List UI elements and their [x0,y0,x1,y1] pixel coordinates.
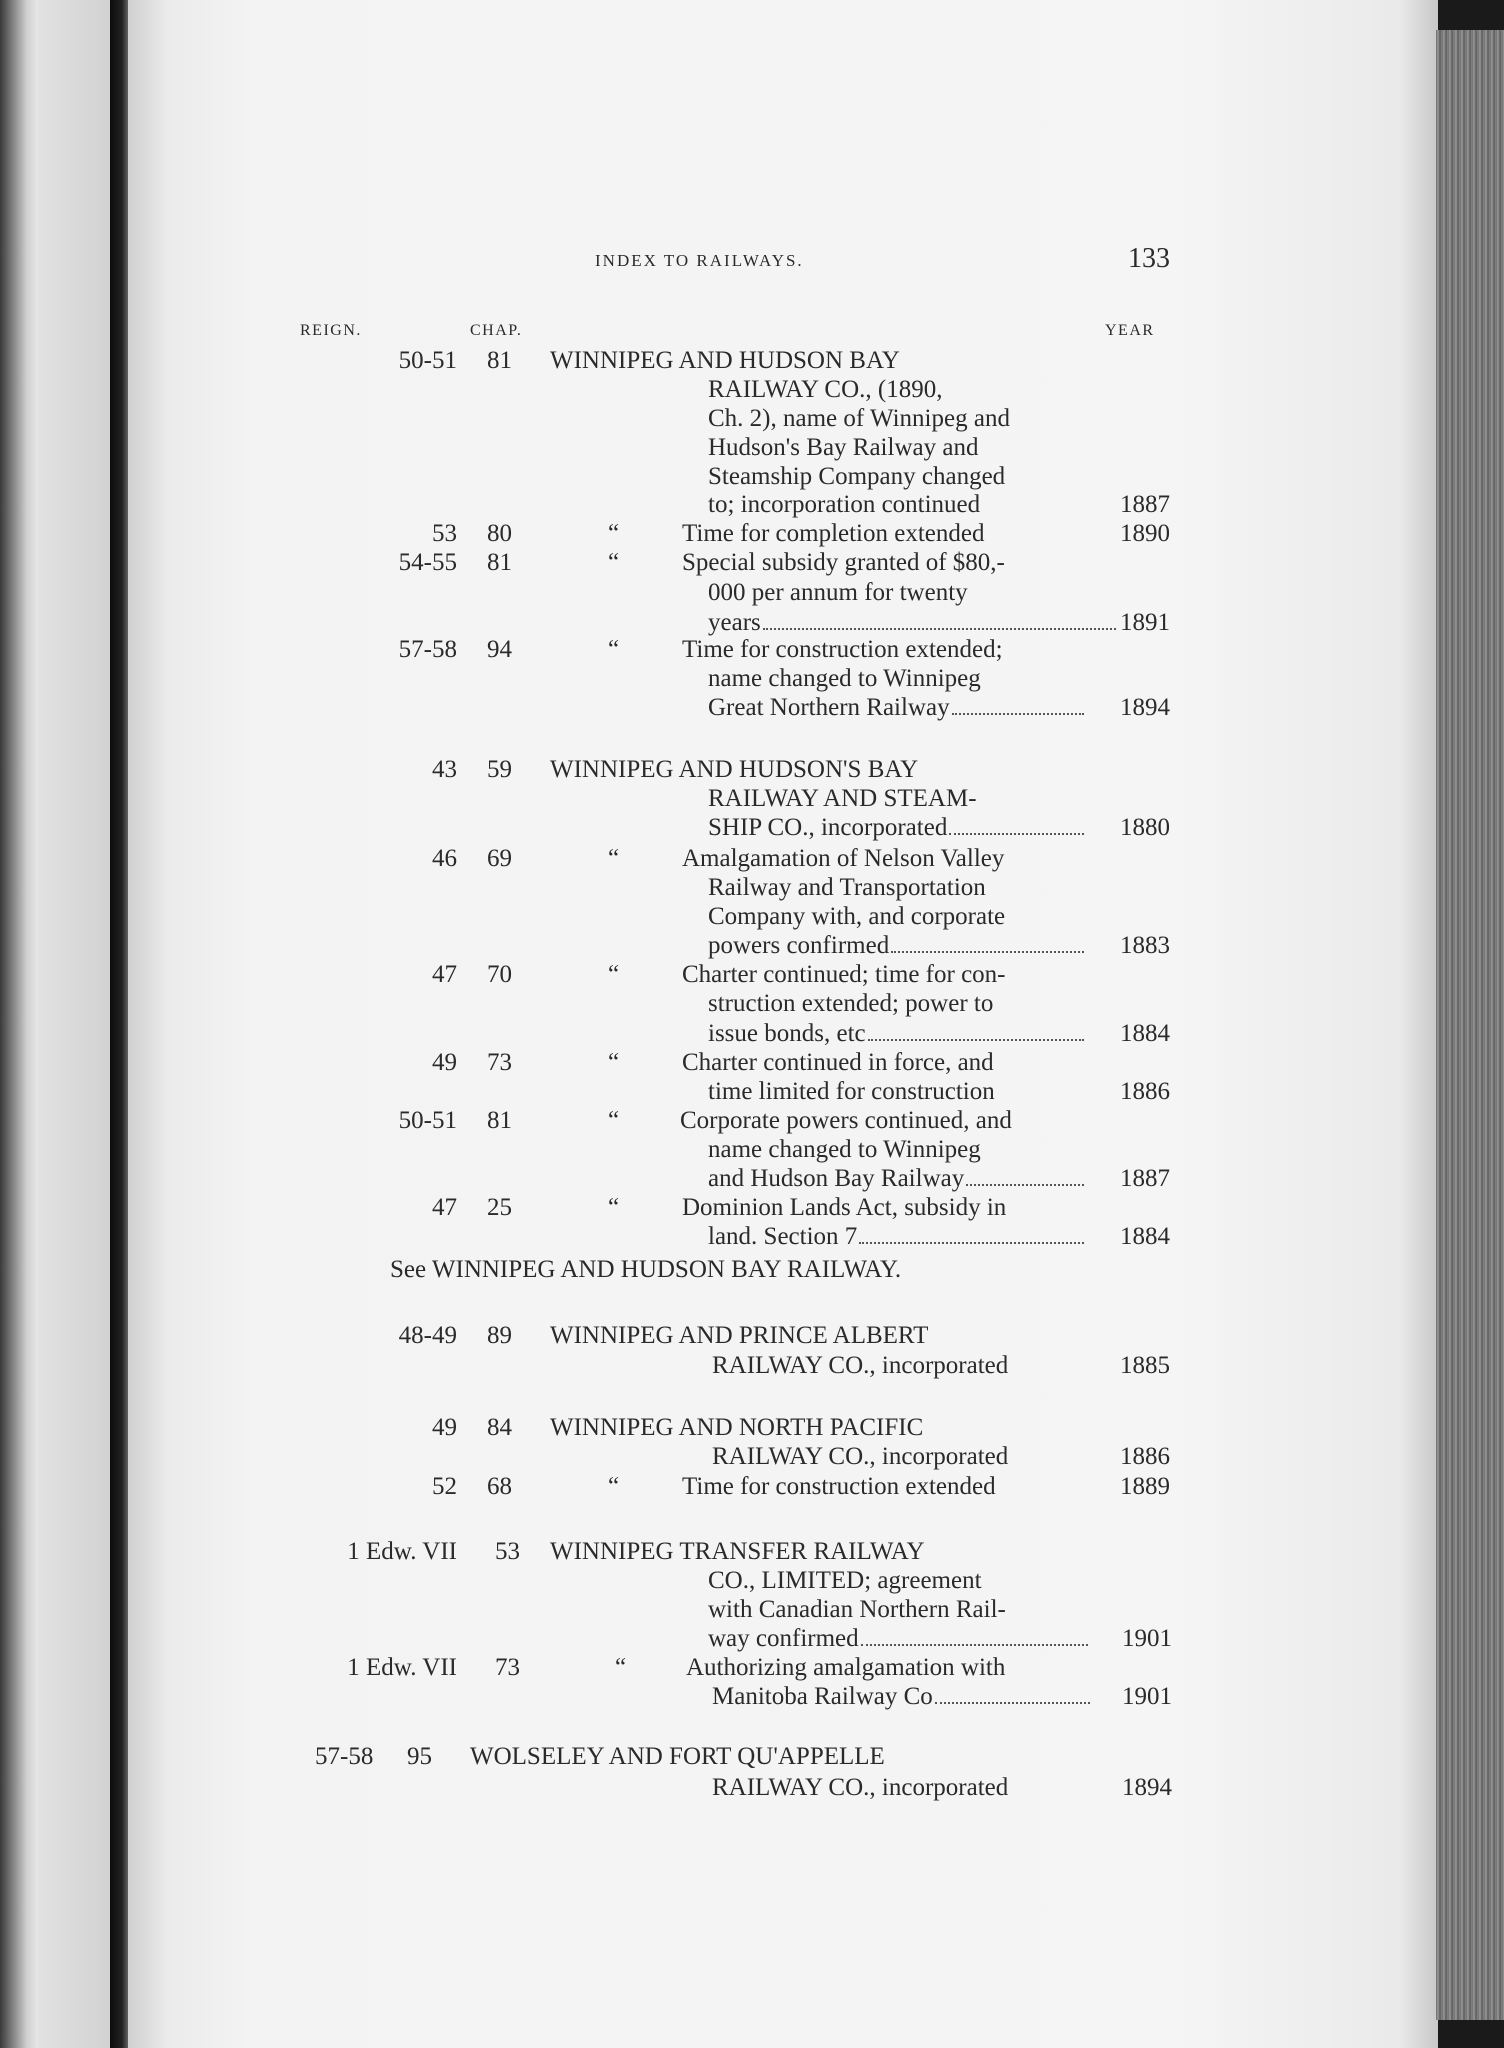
ditto-mark: “ [608,961,620,988]
ditto-mark: “ [608,1194,620,1221]
entry-heading: WINNIPEG AND NORTH PACIFIC [550,1414,924,1441]
year: 1884 [1120,1020,1170,1047]
entry-line: 000 per annum for twenty [708,579,968,606]
entry-line: Charter continued; time for con- [682,961,1006,988]
chapter: 59 [487,756,512,783]
reign: 50-51 [398,347,457,374]
entry-line: RAILWAY AND STEAM- [708,785,977,812]
book-gutter [110,0,130,2048]
reign: 53 [432,520,457,547]
entry-line: Authorizing amalgamation with [686,1654,1006,1681]
year: 1887 [1120,491,1170,518]
chapter: 84 [487,1414,512,1441]
chapter: 95 [407,1743,432,1770]
year: 1891 [1120,609,1170,636]
reign: 46 [432,845,457,872]
reign: 54-55 [398,549,457,576]
ditto-mark: “ [608,636,620,663]
left-page-edge [0,0,38,2048]
year: 1886 [1120,1078,1170,1105]
entry-line: land. Section 7 [708,1224,1086,1249]
entry-line: CO., LIMITED; agreement [708,1567,982,1594]
entry-line: name changed to Winnipeg [708,665,981,692]
entry-line: Time for construction extended; [682,636,1003,663]
entry-line: Corporate powers continued, and [680,1107,1012,1134]
entry-line: issue bonds, etc [708,1021,1086,1046]
year: 1885 [1120,1352,1170,1379]
reign: 1 Edw. VII [347,1538,457,1565]
entry-line: Ch. 2), name of Winnipeg and [708,405,1010,432]
chapter: 70 [487,961,512,988]
column-head-year: YEAR [1105,322,1155,339]
year: 1894 [1122,1774,1172,1801]
entry-line: SHIP CO., incorporated [708,815,1086,840]
reign: 50-51 [398,1107,457,1134]
chapter: 73 [487,1049,512,1076]
page-edges [1436,30,1504,2020]
entry-line: with Canadian Northern Rail- [708,1596,1006,1623]
facing-page-margin [38,0,110,2048]
entry-line: Hudson's Bay Railway and [708,434,979,461]
entry-line: RAILWAY CO., incorporated [712,1443,1009,1470]
year: 1889 [1120,1473,1170,1500]
reign: 52 [432,1473,457,1500]
year: 1890 [1120,520,1170,547]
column-head-chap: CHAP. [470,322,523,339]
year: 1886 [1120,1443,1170,1470]
entry-heading: WOLSELEY AND FORT QU'APPELLE [470,1743,885,1770]
year: 1901 [1122,1683,1172,1710]
chapter: 68 [487,1473,512,1500]
chapter: 25 [487,1194,512,1221]
reign: 49 [432,1414,457,1441]
entry-line: Steamship Company changed [708,463,1006,490]
chapter: 81 [487,1107,512,1134]
chapter: 89 [487,1322,512,1349]
reign: 1 Edw. VII [347,1654,457,1681]
year: 1887 [1120,1165,1170,1192]
entry-line: time limited for construction [708,1078,995,1105]
entry-line: Great Northern Railway [708,695,1086,720]
year: 1880 [1120,814,1170,841]
year: 1883 [1120,932,1170,959]
ditto-mark: “ [608,1049,620,1076]
chapter: 69 [487,845,512,872]
chapter: 80 [487,520,512,547]
entry-line: struction extended; power to [708,990,994,1017]
ditto-mark: “ [608,1107,620,1134]
entry-line: Amalgamation of Nelson Valley [682,845,1005,872]
year: 1884 [1120,1223,1170,1250]
entry-heading: WINNIPEG TRANSFER RAILWAY [550,1538,925,1565]
reign: 48-49 [398,1322,457,1349]
entry-line: powers confirmed [708,933,1086,958]
entry-line: Time for completion extended [682,520,985,547]
year: 1901 [1122,1625,1172,1652]
reign: 47 [432,961,457,988]
entry-line: Charter continued in force, and [682,1049,994,1076]
entry-line: way confirmed [708,1626,1090,1651]
reign: 47 [432,1194,457,1221]
entry-line: Railway and Transportation [708,874,986,901]
reign: 49 [432,1049,457,1076]
chapter: 73 [495,1654,520,1681]
reign: 57-58 [398,636,457,663]
chapter: 81 [487,347,512,374]
entry-line: RAILWAY CO., incorporated [712,1352,1009,1379]
running-title: INDEX TO RAILWAYS. [595,251,804,270]
entry-line: Special subsidy granted of $80,- [682,549,1005,576]
ditto-mark: “ [608,549,620,576]
entry-line: to; incorporation continued [708,491,981,518]
entry-line: name changed to Winnipeg [708,1136,981,1163]
ditto-mark: “ [608,520,620,547]
entry-line: Time for construction extended [682,1473,996,1500]
chapter: 53 [495,1538,520,1565]
chapter: 81 [487,549,512,576]
ditto-mark: “ [608,1473,620,1500]
year: 1894 [1120,694,1170,721]
chapter: 94 [487,636,512,663]
entry-line: and Hudson Bay Railway [708,1166,1086,1191]
reign: 57-58 [315,1743,374,1770]
entry-line: Dominion Lands Act, subsidy in [682,1194,1007,1221]
entry-line: years [708,610,1118,635]
ditto-mark: “ [608,845,620,872]
entry-heading: WINNIPEG AND PRINCE ALBERT [550,1322,929,1349]
entry-line: RAILWAY CO., incorporated [712,1774,1009,1801]
entry-line: RAILWAY CO., (1890, [708,376,943,403]
column-head-reign: REIGN. [300,322,362,339]
entry-heading: WINNIPEG AND HUDSON'S BAY [550,756,919,783]
entry-line: Company with, and corporate [708,903,1006,930]
entry-heading: WINNIPEG AND HUDSON BAY [550,347,900,374]
entry-line: Manitoba Railway Co [712,1684,1092,1709]
see-reference: See WINNIPEG AND HUDSON BAY RAILWAY. [390,1256,902,1283]
reign: 43 [432,756,457,783]
page-number: 133 [1128,243,1170,274]
ditto-mark: “ [615,1654,627,1681]
